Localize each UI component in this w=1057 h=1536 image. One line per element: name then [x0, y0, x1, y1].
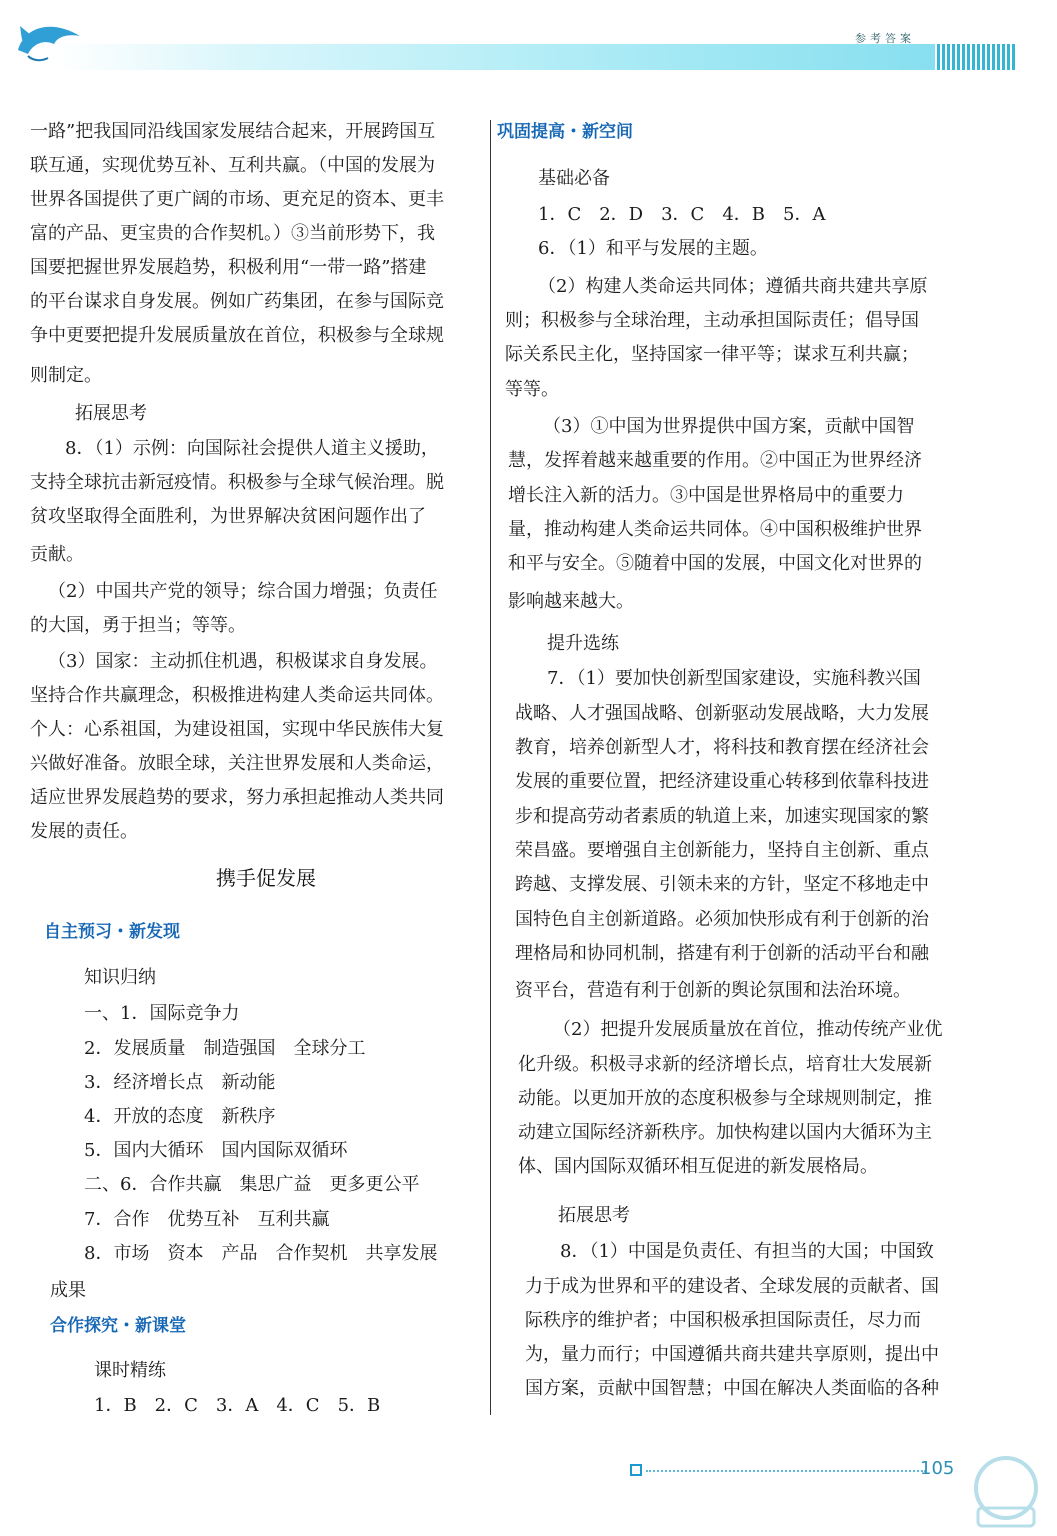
- text-line: 体、国内国际双循环相互促进的新发展格局。: [518, 1156, 878, 1177]
- text-line: 际关系民主化，坚持国家一律平等；谋求互利共赢；: [505, 344, 919, 365]
- text-line: 8．市场 资本 产品 合作契机 共享发展: [84, 1243, 438, 1264]
- text-line: 则；积极参与全球治理，主动承担国际责任；倡导国: [505, 310, 919, 331]
- text-line: 富的产品、更宝贵的合作契机。）③当前形势下，我: [30, 223, 435, 244]
- text-line: 教育，培养创新型人才，将科技和教育摆在经济社会: [515, 737, 929, 758]
- text-line: 的平台谋求自身发展。例如广药集团，在参与国际竞: [30, 291, 444, 312]
- text-line: 和平与安全。⑤随着中国的发展，中国文化对世界的: [508, 553, 922, 574]
- text-line: 国要把握世界发展趋势，积极利用“一带一路”搭建: [30, 257, 427, 278]
- subheading: 知识归纳: [84, 967, 156, 988]
- text-line: 的大国，勇于担当；等等。: [30, 615, 246, 636]
- text-line: 际秩序的维护者；中国积极承担国际责任，尽力而: [525, 1310, 921, 1331]
- text-line: （2）构建人类命运共同体；遵循共商共建共享原: [538, 276, 928, 297]
- text-line: 坚持合作共赢理念，积极推进构建人类命运共同体。: [30, 685, 444, 706]
- text-line: 贫攻坚取得全面胜利，为世界解决贫困问题作出了: [30, 506, 426, 527]
- header-label: 参考答案: [855, 32, 915, 45]
- text-line: 兴做好准备。放眼全球，关注世界发展和人类命运，: [30, 753, 444, 774]
- text-line: 理格局和协同机制，搭建有利于创新的活动平台和融: [515, 943, 929, 964]
- text-line: 动建立国际经济新秩序。加快构建以国内大循环为主: [518, 1122, 932, 1143]
- header-stripes: [935, 44, 1017, 70]
- text-line: 5．国内大循环 国内国际双循环: [84, 1140, 348, 1161]
- text-line: 战略、人才强国战略、创新驱动发展战略，大力发展: [515, 703, 929, 724]
- text-line: 力于成为世界和平的建设者、全球发展的贡献者、国: [525, 1276, 939, 1297]
- text-line: 发展的责任。: [30, 821, 138, 842]
- text-line: 4．开放的态度 新秩序: [84, 1106, 276, 1127]
- text-line: （3）国家：主动抓住机遇，积极谋求自身发展。: [48, 651, 438, 672]
- text-line: 等等。: [505, 379, 559, 400]
- text-line: 7．（1）要加快创新型国家建设，实施科教兴国: [547, 668, 921, 689]
- text-line: 为，量力而行；中国遵循共商共建共享原则，提出中: [525, 1344, 939, 1365]
- text-line: （3）①中国为世界提供中国方案，贡献中国智: [543, 416, 915, 437]
- text-line: 国特色自主创新道路。必须加快形成有利于创新的治: [515, 909, 929, 930]
- text-line: 8．（1）示例：向国际社会提供人道主义援助，: [65, 438, 439, 459]
- text-line: （2）把提升发展质量放在首位，推动传统产业优: [553, 1019, 943, 1040]
- text-line: 量，推动构建人类命运共同体。④中国积极维护世界: [508, 519, 922, 540]
- footer-dotted-line: [646, 1470, 926, 1472]
- text-line: 一、1．国际竞争力: [84, 1003, 240, 1024]
- header-band: [55, 44, 1015, 70]
- section-heading: 自主预习・新发现: [44, 922, 180, 942]
- text-line: 发展的重要位置，把经济建设重心转移到依靠科技进: [515, 771, 929, 792]
- text-line: 世界各国提供了更广阔的市场、更充足的资本、更丰: [30, 189, 444, 210]
- subheading: 拓展思考: [75, 403, 147, 424]
- section-heading: 合作探究・新课堂: [50, 1316, 186, 1336]
- text-line: 适应世界发展趋势的要求，努力承担起推动人类共同: [30, 787, 444, 808]
- answer-line: 1．C 2．D 3．C 4．B 5．A: [538, 204, 826, 225]
- section-heading: 巩固提高・新空间: [497, 122, 633, 142]
- text-line: 荣昌盛。要增强自主创新能力，坚持自主创新、重点: [515, 840, 929, 861]
- text-line: 动能。以更加开放的态度积极参与全球规则制定，推: [518, 1088, 932, 1109]
- text-line: 个人：心系祖国，为建设祖国，实现中华民族伟大复: [30, 719, 444, 740]
- text-line: 6．（1）和平与发展的主题。: [538, 238, 768, 259]
- text-line: 二、6．合作共赢 集思广益 更多更公平: [84, 1174, 420, 1195]
- text-line: 2．发展质量 制造强国 全球分工: [84, 1038, 366, 1059]
- text-line: 国方案，贡献中国智慧；中国在解决人类面临的各种: [525, 1378, 939, 1399]
- watermark-stamp-icon: [960, 1450, 1052, 1532]
- text-line: 成果: [50, 1280, 86, 1301]
- text-line: 则制定。: [30, 365, 102, 386]
- text-line: 资平台，营造有利于创新的舆论氛围和法治环境。: [515, 980, 911, 1001]
- lesson-title: 携手促发展: [216, 866, 316, 890]
- subheading: 提升选练: [547, 633, 619, 654]
- text-line: （2）中国共产党的领导；综合国力增强；负责任: [48, 581, 438, 602]
- text-line: 步和提高劳动者素质的轨道上来，加速实现国家的繁: [515, 806, 929, 827]
- footer-square-icon: [630, 1464, 642, 1476]
- text-line: 8．（1）中国是负责任、有担当的大国；中国致: [560, 1241, 934, 1262]
- page-number: 105: [920, 1458, 955, 1479]
- text-line: 跨越、支撑发展、引领未来的方针，坚定不移地走中: [515, 874, 929, 895]
- text-line: 一路”把我国同沿线国家发展结合起来，开展跨国互: [30, 121, 436, 142]
- column-divider: [490, 120, 491, 1415]
- text-line: 支持全球抗击新冠疫情。积极参与全球气候治理。脱: [30, 472, 444, 493]
- text-line: 化升级。积极寻求新的经济增长点，培育壮大发展新: [518, 1054, 932, 1075]
- subheading: 基础必备: [538, 168, 610, 189]
- text-line: 联互通，实现优势互补、互利共赢。（中国的发展为: [30, 155, 435, 176]
- answer-line: 1．B 2．C 3．A 4．C 5．B: [94, 1395, 381, 1416]
- text-line: 增长注入新的活力。③中国是世界格局中的重要力: [508, 485, 904, 506]
- subheading: 课时精练: [94, 1360, 166, 1381]
- subheading: 拓展思考: [558, 1205, 630, 1226]
- text-line: 慧，发挥着越来越重要的作用。②中国正为世界经济: [508, 450, 922, 471]
- text-line: 7．合作 优势互补 互利共赢: [84, 1209, 330, 1230]
- dolphin-logo-icon: [10, 10, 90, 66]
- text-line: 争中更要把提升发展质量放在首位，积极参与全球规: [30, 325, 444, 346]
- text-line: 贡献。: [30, 544, 84, 565]
- text-line: 3．经济增长点 新动能: [84, 1072, 276, 1093]
- text-line: 影响越来越大。: [508, 591, 634, 612]
